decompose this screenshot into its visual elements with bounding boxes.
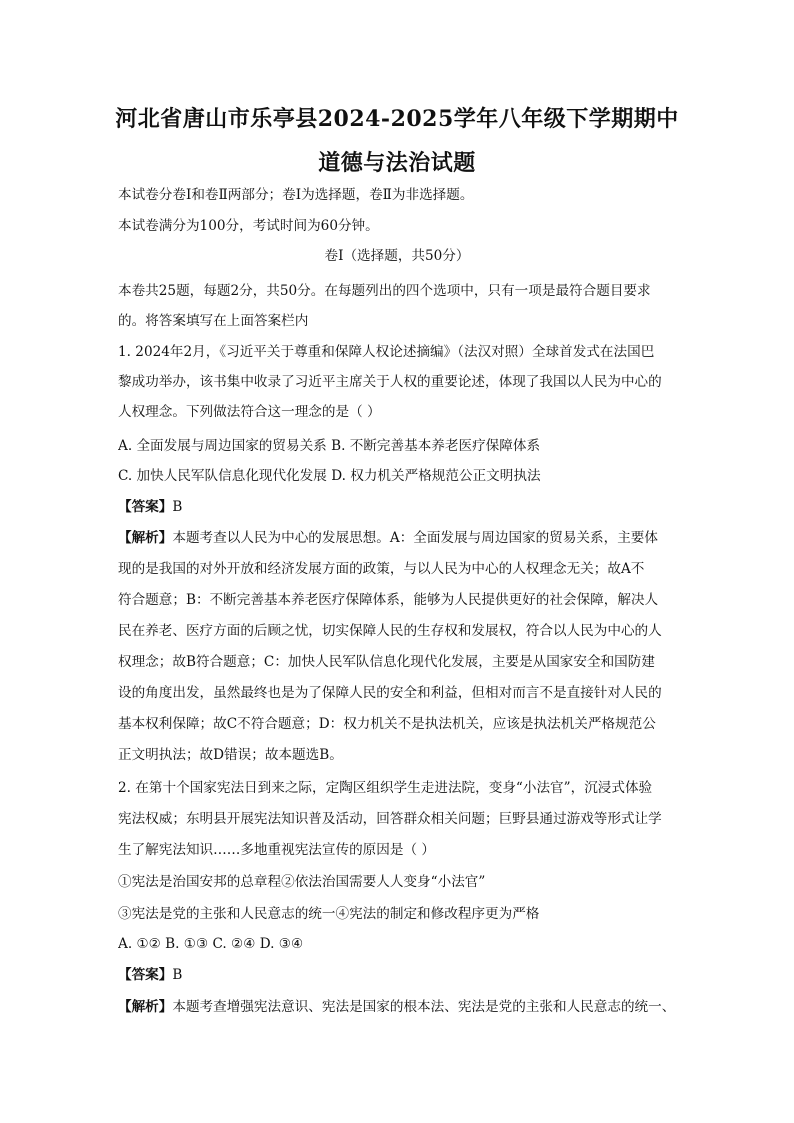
q1-analysis-line-2: 现的是我国的对外开放和经济发展方面的政策，与以人民为中心的人权理念无关；故A不 <box>118 561 645 577</box>
q1-options-line-2: C. 加快人民军队信息化现代化发展 D. 权力机关严格规范公正文明执法 <box>118 468 541 484</box>
q1-stem-line-2: 黎成功举办，该书集中收录了习近平主席关于人权的重要论述，体现了我国以人民为中心的 <box>118 374 662 390</box>
q1-answer-label: 【答案】 <box>118 499 173 515</box>
q1-stem-line-3: 人权理念。下列做法符合这一理念的是（ ） <box>118 404 381 420</box>
section-instructions-line-2: 的。将答案填写在上面答案栏内 <box>118 313 309 329</box>
document-title-line2: 道德与法治试题 <box>318 150 476 176</box>
q2-answer <box>118 965 678 985</box>
q1-analysis-line-8: 正文明执法；故D错误；故本题选B。 <box>118 747 343 763</box>
q1-analysis-line-3: 符合题意；B：不断完善基本养老医疗保障体系，能够为人民提供更好的社会保障，解决人 <box>118 592 659 608</box>
section-heading: 卷Ⅰ（选择题，共50分） <box>324 248 470 264</box>
q2-analysis-text-1: 本题考查增强宪法意识、宪法是国家的根本法、宪法是党的主张和人民意志的统一、 <box>172 999 676 1015</box>
document-title-line1: 河北省唐山市乐亭县2024-2025学年八年级下学期期中 <box>115 106 679 132</box>
intro-line-1: 本试卷分卷Ⅰ和卷Ⅱ两部分；卷Ⅰ为选择题，卷Ⅱ为非选择题。 <box>118 187 474 203</box>
q2-options: A. ①② B. ①③ C. ②④ D. ③④ <box>118 936 304 952</box>
q1-analysis-label: 【解析】 <box>118 530 173 546</box>
q1-stem-line-1: 1. 2024年2月，《习近平关于尊重和保障人权论述摘编》（法汉对照）全球首发式在法国巴 <box>118 344 655 360</box>
q1-analysis-line-4: 民在养老、医疗方面的后顾之忧，切实保障人民的生存权和发展权，符合以人民为中心的人 <box>118 623 662 639</box>
q1-analysis-line-1 <box>118 528 678 548</box>
q1-analysis-line-7: 基本权利保障；故C不符合题意；D：权力机关不是执法机关，应该是执法机关严格规范公 <box>118 716 656 732</box>
q2-statements-line-2: ③宪法是党的主张和人民意志的统一④宪法的制定和修改程序更为严格 <box>118 906 540 922</box>
q1-analysis-text-1: 本题考查以人民为中心的发展思想。A：全面发展与周边国家的贸易关系，主要体 <box>172 530 658 546</box>
q2-analysis-line-1 <box>118 997 678 1017</box>
q1-analysis-line-6: 设的角度出发，虽然最终也是为了保障人民的安全和利益，但相对而言不是直接针对人民的 <box>118 685 662 701</box>
section-instructions-line-1: 本卷共25题，每题2分，共50分。在每题列出的四个选项中，只有一项是最符合题目要求 <box>118 283 651 299</box>
q2-answer-label: 【答案】 <box>118 967 173 983</box>
q1-analysis-line-5: 权理念；故B符合题意；C：加快人民军队信息化现代化发展，主要是从国家安全和国防建 <box>118 654 655 670</box>
q2-statements-line-1: ①宪法是治国安邦的总章程②依法治国需要人人变身“小法官” <box>118 874 486 890</box>
q1-options-line-1: A. 全面发展与周边国家的贸易关系 B. 不断完善基本养老医疗保障体系 <box>118 438 541 454</box>
intro-line-2: 本试卷满分为100分，考试时间为60分钟。 <box>118 218 379 234</box>
q2-stem-line-3: 生了解宪法知识……多地重视宪法宣传的原因是（ ） <box>118 842 435 858</box>
q2-answer-value: B <box>172 967 183 983</box>
q2-stem-line-2: 宪法权威；东明县开展宪法知识普及活动，回答群众相关问题；巨野县通过游戏等形式让学 <box>118 811 662 827</box>
q2-stem-line-1: 2. 在第十个国家宪法日到来之际，定陶区组织学生走进法院，变身“小法官”，沉浸式体验 <box>118 780 653 796</box>
q1-answer-value: B <box>172 499 183 515</box>
q1-answer <box>118 497 678 517</box>
q2-analysis-label: 【解析】 <box>118 999 173 1015</box>
